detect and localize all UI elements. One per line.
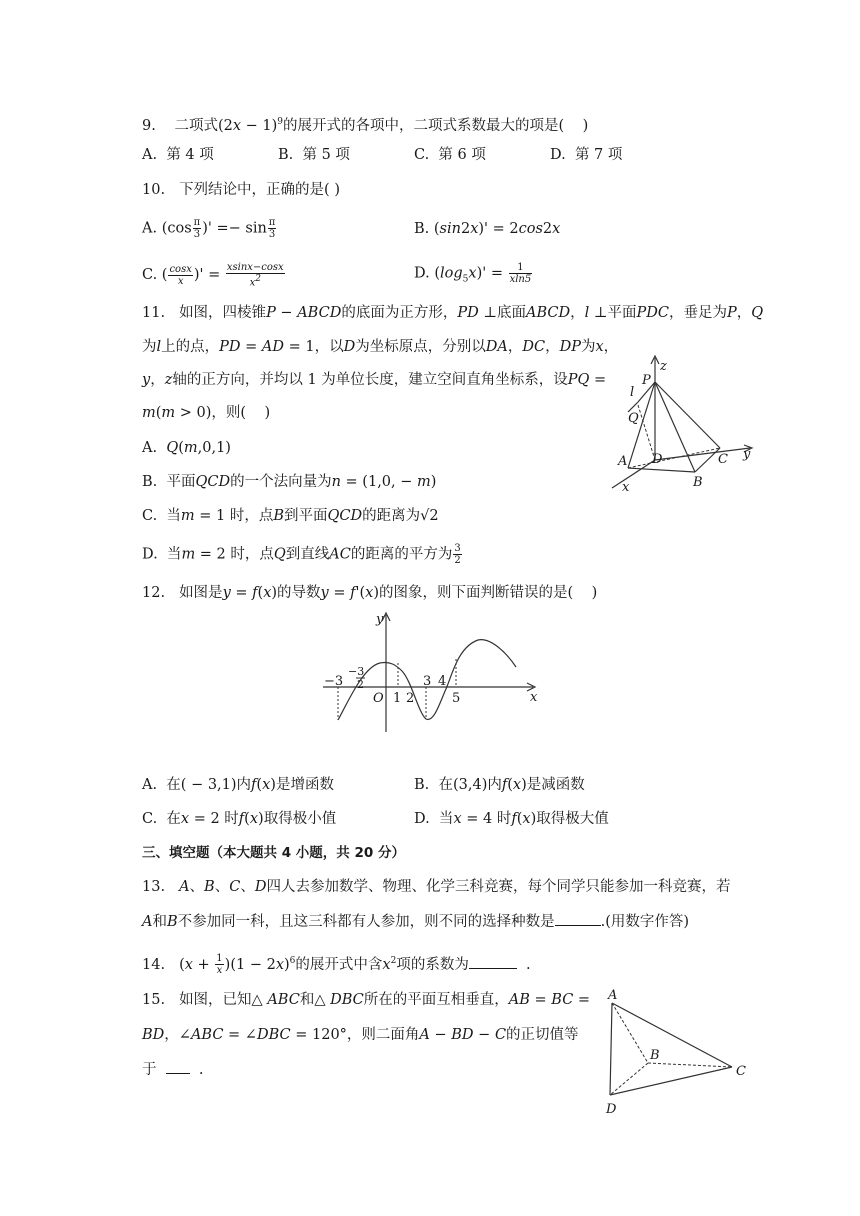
graph-y-label: y [376, 612, 384, 627]
point-q-label: Q [628, 411, 639, 426]
svg-text:2: 2 [357, 678, 364, 691]
q12-option-c[interactable]: C. 在x = 2 时f(x)取得极小值 [142, 811, 337, 827]
q10-option-c[interactable]: C. ( $\frac{\cos x}{x}$ )' = $\frac{xsinx-\cos x}{x^2}$ [142, 262, 284, 289]
q9-option-c[interactable]: C. 第 6 项 [414, 147, 486, 163]
label-a: A [608, 988, 618, 1003]
derivative-graph [318, 607, 548, 737]
q10-option-a[interactable]: A. (cos $\frac{\pi}{3}$ )' =− sin $\frac{\pi}{3}$ [142, 217, 276, 240]
q15-line2: BD，∠ABC = ∠DBC = 120°，则二面角A − BD − C的正切值等 [142, 1027, 579, 1043]
triangle-figure [600, 985, 760, 1125]
q10-stem: 10. 下列结论中，正确的是( ) [142, 182, 340, 198]
label-c: C [736, 1064, 746, 1079]
svg-text:−3: −3 [348, 665, 365, 678]
q11-stem-line3: y，z轴的正方向，并均以 1 为单位长度，建立空间直角坐标系，设PQ = [142, 372, 607, 388]
q11-option-b[interactable]: B. 平面QCD的一个法向量为n = (1,0, − m) [142, 474, 437, 490]
point-p-label: P [642, 373, 651, 388]
q12-option-a[interactable]: A. 在( − 3,1)内f(x)是增函数 [142, 777, 334, 793]
section-heading: 三、填空题（本大题共 4 小题，共 20 分） [142, 845, 405, 861]
x-axis-label: x [622, 480, 630, 495]
q10-option-d[interactable]: D. $(\log_5x)'$ = $\frac{1}{xln5}$ [414, 262, 532, 285]
q9-option-b[interactable]: B. 第 5 项 [278, 147, 350, 163]
point-a-label: A [618, 454, 628, 469]
q9-option-a[interactable]: A. 第 4 项 [142, 147, 214, 163]
tick-1: 1 [393, 691, 402, 706]
tick-5: 5 [452, 691, 461, 706]
q12-option-d[interactable]: D. 当x = 4 时f(x)取得极大值 [414, 811, 609, 827]
graph-x-label: x [530, 690, 538, 705]
q9-number: 9. [142, 117, 156, 134]
point-c-label: C [718, 452, 728, 467]
tick-4: 4 [438, 674, 447, 689]
point-b-label: B [693, 475, 703, 490]
pyramid-figure [600, 350, 760, 495]
q11-stem-line2: 为l上的点，PD = AD = 1，以D为坐标原点，分别以DA，DC，DP为x， [142, 339, 619, 355]
q13-line2: A和B不参加同一科，且这三科都有人参加，则不同的选择种数是 .(用数字作答) [142, 911, 689, 932]
q13-line1: 13. A、B、C、D四人去参加数学、物理、化学三科竞赛，每个同学只能参加一科竞赛，若 [142, 879, 731, 895]
line-l-label: l [630, 385, 635, 400]
q11-stem-line4: m(m > 0)，则( ) [142, 405, 271, 421]
tick-2: 2 [406, 691, 415, 706]
label-b: B [650, 1048, 660, 1063]
q15-line3: 于 . [142, 1059, 204, 1080]
q14-stem: 14. (x + $\frac{1}{x}$ )$(1 - 2x)^6$的展开式中含$x^2$项的系数为 . [142, 953, 531, 977]
q11-option-d[interactable]: D. 当m = 2 时，点Q到直线AC的距离的平方为 $\frac{3}{2}$ [142, 543, 461, 566]
tick-neg3: −3 [324, 674, 344, 689]
q11-stem-line1: 11. 如图，四棱锥P − ABCD的底面为正方形，PD ⊥底面ABCD，l ⊥平面PDC，垂足为P，Q [142, 305, 764, 321]
q12-stem: 12. 如图是y = f(x)的导数y = f'(x)的图象，则下面判断错误的是( ) [142, 585, 598, 601]
q12-option-b[interactable]: B. 在(3,4)内f(x)是减函数 [414, 777, 585, 793]
tick-3: 3 [423, 674, 432, 689]
label-d: D [606, 1102, 617, 1117]
q11-option-c[interactable]: C. 当m = 1 时，点B到平面QCD的距离为√2 [142, 508, 439, 524]
q10-option-b[interactable]: B. (sin2x)' = 2cos2x [414, 221, 561, 237]
y-axis-label: y [743, 447, 751, 462]
q9-option-d[interactable]: D. 第 7 项 [550, 147, 623, 163]
q11-option-a[interactable]: A. Q(m,0,1) [142, 440, 231, 456]
graph-origin-label: O [373, 691, 384, 706]
q9-stem: 9. 二项式$(2x - 1)^9$的展开式的各项中，二项式系数最大的项是( ) [142, 117, 589, 134]
z-axis-label: z [660, 359, 667, 374]
point-d-label: D [652, 452, 663, 467]
q15-line1: 15. 如图，已知△ ABC和△ DBC所在的平面互相垂直，AB = BC = [142, 992, 591, 1008]
